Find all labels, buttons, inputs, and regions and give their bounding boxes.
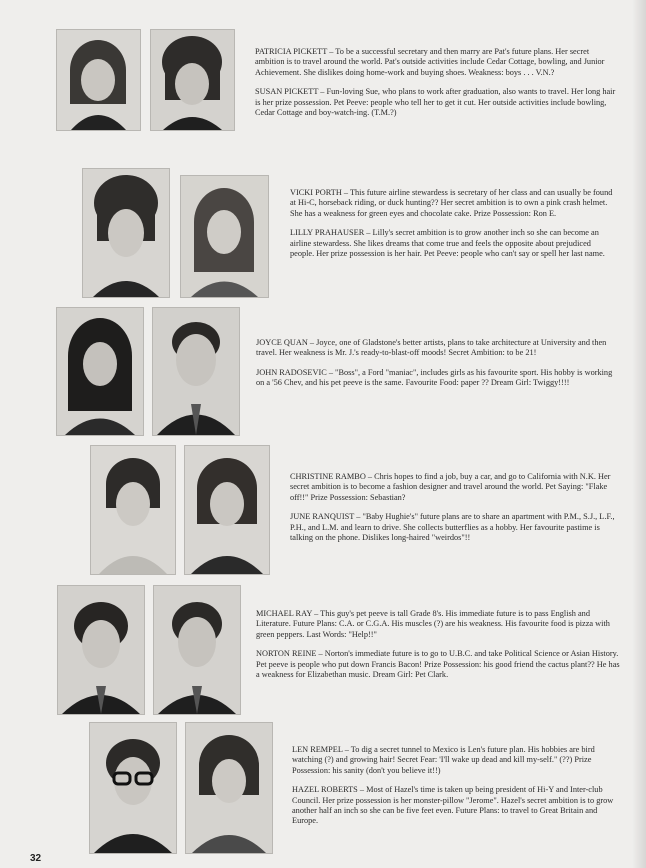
biography-len-rempel: LEN REMPEL – To dig a secret tunnel to Mexico is Len's future plan. His hobbies are bird watching (?) and growing hair! Secret Fear: 'I'll wake up dead and kill my-self." (??) Prize Possession: his sanity (don't you believe it!!) bbox=[292, 745, 595, 775]
portrait-photo-patricia-pickett bbox=[56, 29, 141, 131]
biography-group-4 bbox=[290, 472, 620, 552]
biography-christine-rambo: CHRISTINE RAMBO – Chris hopes to find a job, buy a car, and go to California with N.K. Her secret ambition is to become a fashion designer and travel around the world. Pet Saying: "Flake off!!" Prize Possession: Sebastian? bbox=[290, 472, 611, 502]
portrait-photo-christine-rambo bbox=[90, 445, 176, 575]
portrait-photo-john-radosevic bbox=[152, 307, 240, 436]
portrait-photo-norton-reine bbox=[153, 585, 241, 715]
biography-group-2 bbox=[290, 188, 617, 268]
biography-patricia-pickett: PATRICIA PICKETT – To be a successful secretary and then marry are Pat's future plans. Her secret ambition is to travel around the world. Pat's outside activities include Cedar Cottage, bowling, and Junior Achievement. She dislikes doing home-work and buying shoes. Weakness: boys . . . V.N.? bbox=[255, 47, 605, 77]
portrait-photo-june-ranquist bbox=[184, 445, 270, 575]
biography-lilly-prahauser: LILLY PRAHAUSER – Lilly's secret ambition is to grow another inch so she can become an airline stewardess. She likes dreams that come true and feels the opposite about prejudiced people. Her prize possession is her hair. Pet Peeve: people who can't say or spell her last name. bbox=[290, 228, 605, 259]
portrait-photo-joyce-quan bbox=[56, 307, 144, 436]
portrait-photo-len-rempel bbox=[89, 722, 177, 854]
biography-hazel-roberts: HAZEL ROBERTS – Most of Hazel's time is taken up being president of Hi-Y and Inter-club Council. Her prize possession is her monster-pillow "Jerome". Hazel's secret ambition is to grow another half an inch so she can be five feet even. Future Plans: to travel to Great Britain and Europe. bbox=[292, 785, 614, 826]
biography-june-ranquist: JUNE RANQUIST – "Baby Hughie's" future plans are to share an apartment with P.M., S.J., L.F., P.H., and L.M. and learn to drive. She collects butterflies as a hobby. Her favourite pastime is talking on the phone. Dislikes long-haired "weirdos"!! bbox=[290, 512, 615, 543]
biography-vicki-porth: VICKI PORTH – This future airline stewardess is secretary of her class and can usually be found at Hi-C, horseback riding, or duck hunting?? Her secret ambition is to own a pink crash helmet. She has a weakness for green eyes and chocolate cake. Prize Possession: Ron E. bbox=[290, 188, 613, 218]
biography-group-1 bbox=[255, 47, 620, 127]
biography-group-6 bbox=[292, 745, 622, 836]
page-edge-shadow bbox=[632, 0, 646, 868]
portrait-photo-lilly-prahauser bbox=[180, 175, 269, 298]
biography-john-radosevic: JOHN RADOSEVIC – "Boss", a Ford "maniac", includes girls as his favourite sport. His hobby is working on a '56 Chev, and his pet peeve is the same. Favourite Food: paper ?? Dream Girl: Twiggy!!!! bbox=[256, 367, 613, 388]
page-number: 32 bbox=[30, 853, 42, 864]
portrait-photo-susan-pickett bbox=[150, 29, 235, 131]
portrait-photo-michael-ray bbox=[57, 585, 145, 715]
biography-group-3 bbox=[256, 338, 622, 398]
biography-group-5 bbox=[256, 609, 621, 689]
portrait-photo-vicki-porth bbox=[82, 168, 170, 298]
biography-susan-pickett: SUSAN PICKETT – Fun-loving Sue, who plans to work after graduation, also wants to travel. Her long hair is her prize possession. Pet Peeve: people who tell her to get it cut. Her outside activities include bowling, Cedar Cottage and boy-watch-ing. (T.M.?) bbox=[255, 87, 616, 118]
biography-norton-reine: NORTON REINE – Norton's immediate future is to go to U.B.C. and take Political Science or Asian History. Pet peeve is people who put down Francis Bacon! Prize Possession: his good friend the cactus plant?? He has a weakness for Elizabethan music. Dream Girl: Pet Clark. bbox=[256, 649, 620, 680]
biography-joyce-quan: JOYCE QUAN – Joyce, one of Gladstone's better artists, plans to take architecture at University and then travel. Her weakness is Mr. J.'s ready-to-blast-off moods! Secret Ambition: to be 21! bbox=[256, 338, 607, 358]
biography-michael-ray: MICHAEL RAY – This guy's pet peeve is tall Grade 8's. His immediate future is to pass English and Literature. Future Plans: C.A. or C.G.A. His muscles (?) are his weakness. His favourite food is pizza with green peppers. Last Words: "Help!!" bbox=[256, 609, 610, 639]
portrait-photo-hazel-roberts bbox=[185, 722, 273, 854]
